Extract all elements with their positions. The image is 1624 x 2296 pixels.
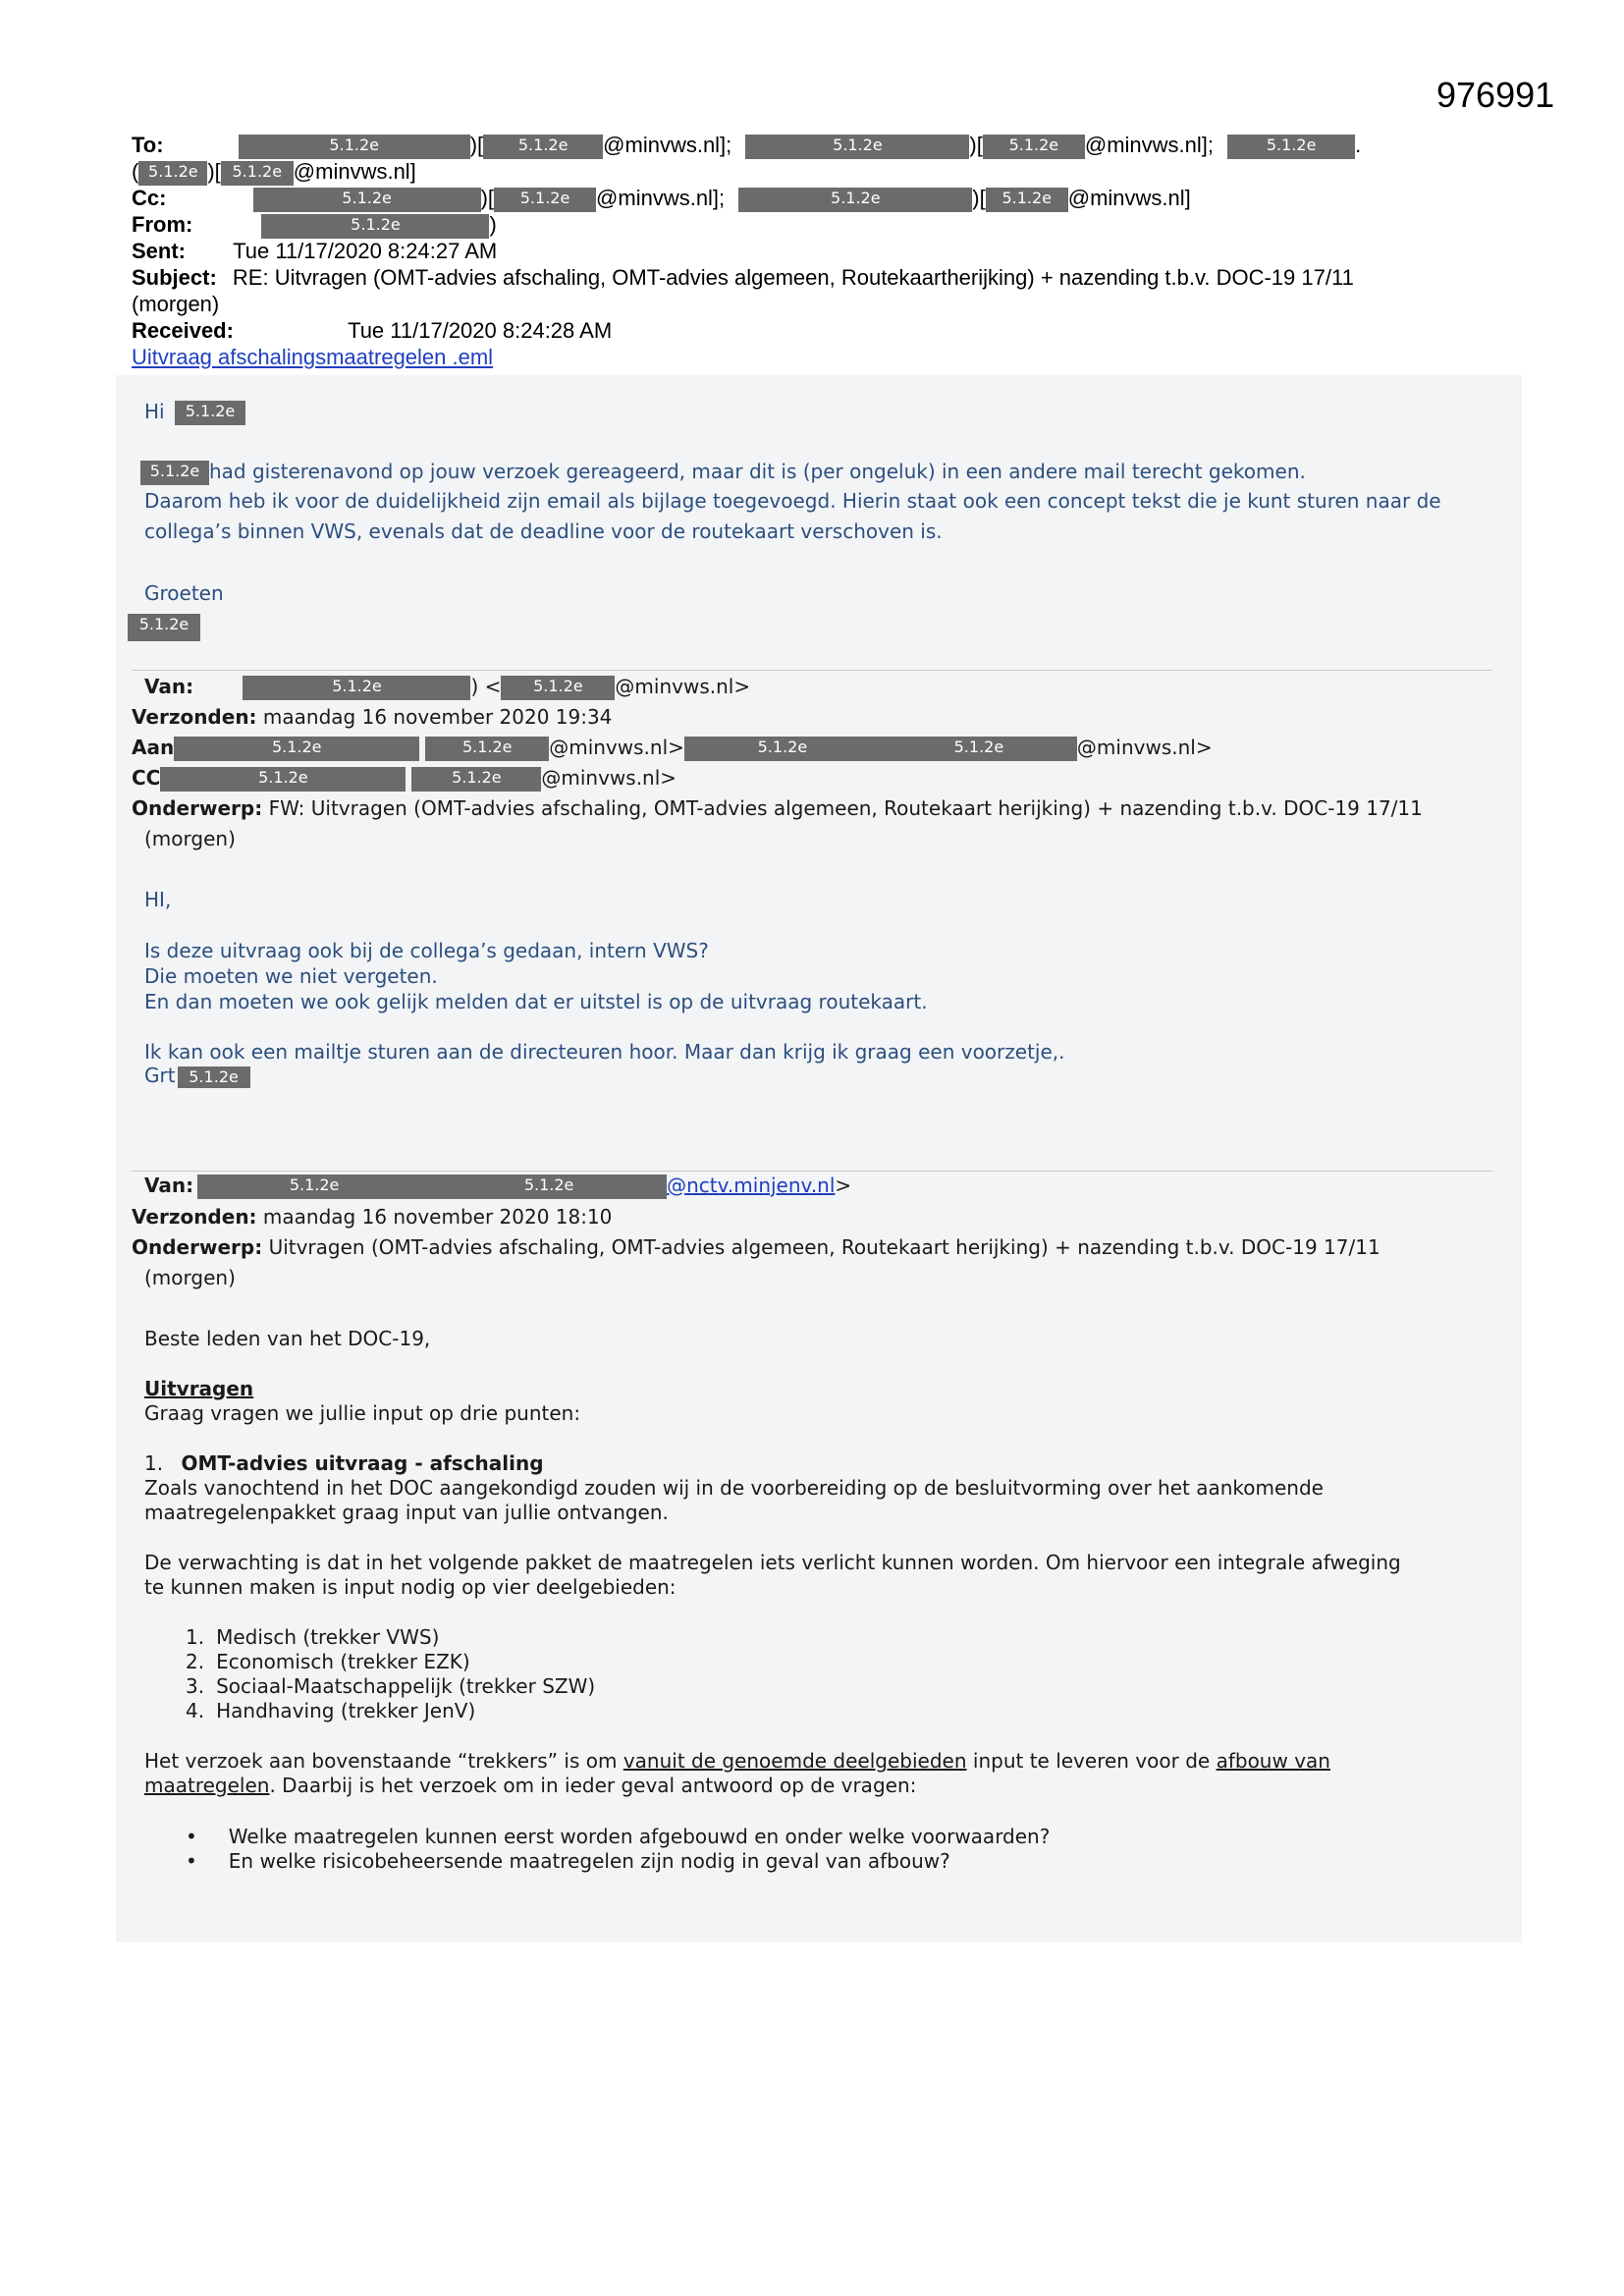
reply-line-2: Daarom heb ik voor de duidelijkheid zijn email als bijlage toegevoegd. Hierin staat ook een concept tekst die je kunt sturen naar de — [144, 489, 1441, 513]
to-label: To: — [132, 133, 164, 157]
email-domain: @minvws.nl] — [1067, 186, 1191, 210]
redaction-box: 5.1.2e — [483, 135, 603, 159]
sent-label: Sent: — [132, 239, 186, 263]
subject-continuation: (morgen) — [132, 292, 220, 316]
verzonden-label: Verzonden: — [132, 705, 257, 729]
orig-onderwerp-line — [132, 1234, 1380, 1260]
cc-label: Cc: — [132, 186, 167, 210]
list-text: Medisch (trekker VWS) — [216, 1625, 440, 1649]
item-1-heading — [144, 1450, 544, 1476]
attachment-link[interactable]: Uitvraag afschalingsmaatregelen .eml — [132, 345, 494, 369]
list-number: 1. — [186, 1625, 205, 1649]
sent-value: Tue 11/17/2020 8:24:27 AM — [233, 239, 498, 263]
orig-van-line — [144, 1173, 851, 1199]
bullet-item — [186, 1848, 950, 1874]
signature-redaction — [128, 614, 200, 641]
redaction-box: 5.1.2e — [738, 188, 972, 212]
list-item — [186, 1673, 595, 1699]
reply-greeting — [144, 399, 245, 425]
fw-body-line-5: Ik kan ook een mailtje sturen aan de directeuren hoor. Maar dan krijg ik graag een voorzetje,. — [144, 1040, 1065, 1064]
email-link[interactable]: @nctv.minjenv.nl — [667, 1174, 836, 1197]
email-domain: @minvws.nl]; — [1084, 133, 1215, 157]
redaction-box: 5.1.2e — [239, 135, 470, 159]
email-domain: @minvws.nl> — [1076, 736, 1213, 759]
redaction-box: 5.1.2e — [160, 767, 406, 792]
received-label: Received: — [132, 318, 234, 343]
to-line-1: To: 5.1.2e )[ 5.1.2e @minvws.nl]; 5.1.2e )[ 5.1.2e @minvws.nl]; 5.1.2e . — [132, 133, 1362, 157]
fw-body-line-3: Die moeten we niet vergeten. — [144, 964, 438, 988]
redaction-box: 5.1.2e — [243, 676, 470, 700]
fw-body-line-4: En dan moeten we ook gelijk melden dat er uitstel is op de uitvraag routekaart. — [144, 990, 928, 1013]
email-domain: @minvws.nl> — [541, 766, 677, 790]
redaction-box: 5.1.2e — [174, 737, 419, 761]
item-number: 1. — [144, 1451, 164, 1475]
email-domain: @minvws.nl> — [615, 675, 751, 698]
redaction-box: 5.1.2e — [501, 676, 615, 700]
redaction-box: 5.1.2e — [253, 188, 481, 212]
aan-label: Aan — [132, 736, 175, 759]
email-domain: @minvws.nl> — [549, 736, 684, 759]
redaction-box: 5.1.2e — [128, 614, 200, 641]
orig-onderwerp-cont: (morgen) — [144, 1266, 236, 1289]
verzonden-label: Verzonden: — [132, 1205, 257, 1229]
email-domain: @minvws.nl]; — [603, 133, 732, 157]
redaction-box: 5.1.2e — [138, 161, 207, 186]
reply-line-3: collega’s binnen VWS, evenals dat de deadline voor de routekaart verschoven is. — [144, 519, 943, 543]
redaction-box: 5.1.2e — [140, 461, 209, 485]
list-item — [186, 1624, 439, 1650]
fw-cc-line — [132, 765, 677, 792]
redaction-box: 5.1.2e — [261, 214, 489, 239]
fw-body-line-2: Is deze uitvraag ook bij de collega’s gedaan, intern VWS? — [144, 939, 709, 962]
separator-line — [132, 670, 1492, 671]
cc-line: Cc: 5.1.2e )[ 5.1.2e @minvws.nl]; 5.1.2e )[ 5.1.2e @minvws.nl] — [132, 186, 1191, 210]
redaction-box: 5.1.2e — [425, 737, 549, 761]
bullet-icon: • — [186, 1825, 197, 1848]
subject-line — [132, 264, 1354, 291]
van-label: Van: — [144, 1174, 194, 1197]
underlined-text: vanuit de genoemde deelgebieden — [623, 1749, 967, 1773]
list-text: Economisch (trekker EZK) — [216, 1650, 470, 1673]
paragraph-3b — [144, 1773, 916, 1798]
list-number: 4. — [186, 1699, 205, 1722]
list-number: 3. — [186, 1674, 205, 1698]
text: input te leveren voor de — [966, 1749, 1217, 1773]
fw-onderwerp-line — [132, 795, 1423, 821]
onderwerp-label: Onderwerp: — [132, 796, 263, 820]
cc-label: CC — [132, 766, 161, 790]
fw-aan-line — [132, 735, 1213, 761]
from-line: From: 5.1.2e ) — [132, 212, 497, 237]
from-label: From: — [132, 212, 193, 237]
to-line-2: ( 5.1.2e )[ 5.1.2e @minvws.nl] — [132, 159, 416, 184]
paragraph-1b: maatregelenpakket graag input van jullie ontvangen. — [144, 1501, 669, 1524]
redaction-box: 5.1.2e — [178, 1066, 250, 1088]
reply-text: had gisterenavond op jouw verzoek gereageerd, maar dit is (per ongeluk) in een andere mail terecht gekomen. — [209, 460, 1306, 483]
redaction-label: 5.1.2e — [757, 738, 808, 756]
item-title: OMT-advies uitvraag - afschaling — [181, 1451, 544, 1475]
bullet-item — [186, 1824, 1050, 1849]
redaction-box: 5.1.2e — [411, 767, 541, 792]
paragraph-2b: te kunnen maken is input nodig op vier deelgebieden: — [144, 1575, 677, 1599]
paragraph-3a — [144, 1748, 1330, 1774]
fw-van-line — [144, 674, 750, 700]
underlined-text: maatregelen — [144, 1774, 270, 1797]
verzonden-value: maandag 16 november 2020 18:10 — [262, 1205, 613, 1229]
list-text: Sociaal-Maatschappelijk (trekker SZW) — [216, 1674, 596, 1698]
email-domain: @minvws.nl]; — [596, 186, 726, 210]
sent-line — [132, 238, 497, 264]
grt-text: Grt — [144, 1064, 176, 1087]
received-value: Tue 11/17/2020 8:24:28 AM — [348, 318, 613, 343]
redaction-box: 5.1.2e — [986, 188, 1068, 212]
fw-body-line-1: HI, — [144, 888, 172, 911]
intro-text: Graag vragen we jullie input op drie punten: — [144, 1401, 581, 1425]
redaction-box: 5.1.2e — [197, 1175, 431, 1199]
onderwerp-value: Uitvragen (OMT-advies afschaling, OMT-advies algemeen, Routekaart herijking) + nazending t.b.v. DOC-19 17/11 — [268, 1235, 1380, 1259]
redaction-box: 5.1.2e — [983, 135, 1085, 159]
paragraph-2a: De verwachting is dat in het volgende pakket de maatregelen iets verlicht kunnen worden. Om hiervoor een integrale afweging — [144, 1551, 1401, 1574]
section-title: Uitvragen — [144, 1377, 254, 1400]
verzonden-value: maandag 16 november 2020 19:34 — [262, 705, 613, 729]
salutation: Beste leden van het DOC-19, — [144, 1327, 431, 1350]
text: Het verzoek aan bovenstaande “trekkers” is om — [144, 1749, 623, 1773]
fw-verzonden-line — [132, 704, 612, 730]
punctuation: > — [835, 1174, 852, 1197]
list-item — [186, 1649, 470, 1674]
redaction-box: 5.1.2e — [1227, 135, 1355, 159]
redaction-label: 5.1.2e — [953, 738, 1004, 756]
document-number: 976991 — [1436, 75, 1555, 115]
subject-value: RE: Uitvragen (OMT-advies afschaling, OMT-advies algemeen, Routekaartherijking) + nazending t.b.v. DOC-19 17/11 — [232, 265, 1354, 290]
reply-line-1 — [140, 459, 1306, 485]
van-label: Van: — [144, 675, 194, 698]
redaction-box: 5.1.2e — [494, 188, 596, 212]
redaction-box: 5.1.2e — [431, 1175, 667, 1199]
bullet-text: En welke risicobeheersende maatregelen zijn nodig in geval van afbouw? — [228, 1849, 950, 1873]
fw-onderwerp-cont: (morgen) — [144, 827, 236, 850]
subject-label: Subject: — [132, 265, 217, 290]
orig-verzonden-line — [132, 1204, 612, 1230]
reply-closing: Groeten — [144, 581, 224, 605]
received-line — [132, 317, 612, 344]
punctuation: . — [1355, 133, 1362, 157]
email-domain: @minvws.nl] — [293, 159, 416, 184]
bullet-icon: • — [186, 1849, 197, 1873]
text: . Daarbij is het verzoek om in ieder geval antwoord op de vragen: — [269, 1774, 917, 1797]
greeting-text: Hi — [144, 400, 165, 423]
separator-line — [132, 1171, 1492, 1172]
bullet-text: Welke maatregelen kunnen eerst worden afgebouwd en onder welke voorwaarden? — [228, 1825, 1051, 1848]
redaction-box: 5.1.2e — [221, 161, 294, 186]
paragraph-1a: Zoals vanochtend in het DOC aangekondigd zouden wij in de voorbereiding op de besluitvorming over het aankomende — [144, 1476, 1324, 1500]
onderwerp-label: Onderwerp: — [132, 1235, 263, 1259]
redaction-box: 5.1.2e — [745, 135, 969, 159]
list-text: Handhaving (trekker JenV) — [216, 1699, 476, 1722]
onderwerp-value: FW: Uitvragen (OMT-advies afschaling, OMT-advies algemeen, Routekaart herijking) + nazending t.b.v. DOC-19 17/11 — [268, 796, 1423, 820]
fw-grt-line — [144, 1063, 250, 1088]
underlined-text: afbouw van — [1216, 1749, 1330, 1773]
redaction-box — [684, 737, 1077, 761]
list-item — [186, 1698, 475, 1723]
redaction-box: 5.1.2e — [175, 401, 245, 425]
list-number: 2. — [186, 1650, 205, 1673]
punctuation: ) < — [470, 675, 502, 698]
